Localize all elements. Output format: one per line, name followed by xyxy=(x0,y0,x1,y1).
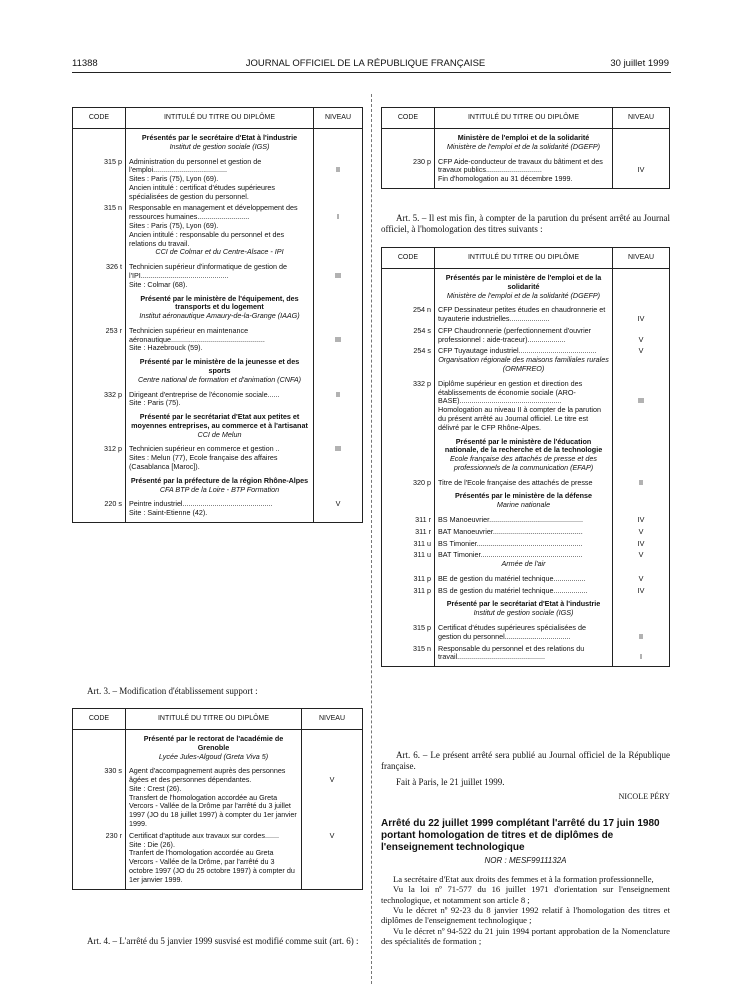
table-row xyxy=(73,486,363,498)
level-cell xyxy=(314,312,363,324)
title-cell: CFP Tuyautage industriel....................................... xyxy=(435,344,613,356)
site-note: Site : Saint-Etienne (42). xyxy=(126,509,314,522)
title-cell: CFP Aide-conducteur de travaux du bâtiment et des travaux publics............................ xyxy=(435,155,613,176)
table-row xyxy=(73,353,363,376)
code-cell: 311 p xyxy=(382,584,435,596)
level-cell xyxy=(302,753,363,765)
code-cell xyxy=(382,455,435,476)
section-heading: Présenté par le ministère de la jeunesse et des sports xyxy=(126,353,314,376)
site-note: Ancien intitulé : certificat d'études supérieures spécialisées de gestion du personnel. xyxy=(126,184,314,202)
section-heading: Présenté par le rectorat de l'académie de Grenoble xyxy=(126,730,302,753)
title-cell: CFP Dessinateur petites études en chaudronnerie et tuyauterie industrielles.................... xyxy=(435,303,613,324)
level-cell: III xyxy=(314,260,363,281)
table-row xyxy=(73,231,363,249)
title-cell: BS Manoeuvrier............................................... xyxy=(435,513,613,525)
code-cell xyxy=(382,560,435,572)
column-divider xyxy=(371,94,372,984)
site-note: Sites : Paris (75), Lyon (69). xyxy=(126,175,314,184)
title-cell: Diplôme supérieur en gestion et direction des établissements de économie sociale (ARO-BASE)................................................... xyxy=(435,377,613,406)
level-cell: V xyxy=(613,324,670,345)
table-row xyxy=(73,290,363,313)
institution-name: Institut de gestion sociale (IGS) xyxy=(126,143,314,155)
code-cell: 326 t xyxy=(73,260,126,281)
level-cell xyxy=(314,129,363,143)
code-cell: 311 r xyxy=(382,513,435,525)
code-cell xyxy=(73,376,126,388)
code-cell xyxy=(73,290,126,313)
table-row xyxy=(382,513,670,525)
table-row xyxy=(73,399,363,408)
institution-name: Lycée Jules-Algoud (Greta Viva 5) xyxy=(126,753,302,765)
level-cell xyxy=(613,595,670,609)
code-cell: 254 n xyxy=(382,303,435,324)
level-cell xyxy=(314,376,363,388)
col-code: CODE xyxy=(382,108,435,129)
title-cell: Administration du personnel et gestion de l'emploi..................................... xyxy=(126,155,314,176)
title-cell: Certificat d'aptitude aux travaux sur cordes....... xyxy=(126,829,302,841)
code-cell xyxy=(73,841,126,850)
title-cell: Peintre industriel............................................. xyxy=(126,497,314,509)
table-row xyxy=(382,324,670,345)
table-row xyxy=(73,281,363,290)
dgefp-table xyxy=(381,107,670,189)
code-cell: 315 p xyxy=(73,155,126,176)
level-cell xyxy=(302,841,363,850)
code-cell xyxy=(382,143,435,155)
level-cell: V xyxy=(302,764,363,785)
code-cell: 230 r xyxy=(73,829,126,841)
table-row xyxy=(73,201,363,222)
table-row xyxy=(73,155,363,176)
title-cell: BAT Timonier................................................... xyxy=(435,548,613,560)
level-cell xyxy=(314,454,363,472)
article-6: Art. 6. – Le présent arrêté sera publié au Journal officiel de la République française. xyxy=(381,750,670,772)
title-cell: Agent d'accompagnement auprès des personnes âgées et des personnes dépendantes. xyxy=(126,764,302,785)
site-note: Site : Hazebrouck (59). xyxy=(126,344,314,353)
col-title: INTITULÉ DU TITRE OU DIPLÔME xyxy=(126,108,314,129)
level-cell xyxy=(613,143,670,155)
code-cell xyxy=(73,184,126,202)
table-row xyxy=(73,497,363,509)
table-row xyxy=(382,525,670,537)
table-row xyxy=(382,356,670,377)
table-row xyxy=(382,501,670,513)
issue-date: 30 juillet 1999 xyxy=(610,58,669,69)
table-row xyxy=(382,642,670,667)
code-cell: 254 s xyxy=(382,344,435,356)
code-cell xyxy=(73,399,126,408)
table-row xyxy=(73,184,363,202)
code-cell: 230 p xyxy=(382,155,435,176)
level-cell xyxy=(613,175,670,188)
code-cell xyxy=(73,849,126,889)
code-cell xyxy=(382,501,435,513)
level-cell: V xyxy=(613,548,670,560)
code-cell xyxy=(73,129,126,143)
code-cell xyxy=(73,222,126,231)
body-paragraph: Vu la loi nº 71-577 du 16 juillet 1971 d'orientation sur l'enseignement technologique, et notamment son article 8 ; xyxy=(381,884,670,905)
institution-name: Marine nationale xyxy=(435,501,613,513)
table-row xyxy=(382,609,670,621)
code-cell: 332 p xyxy=(73,388,126,400)
code-cell: 254 s xyxy=(382,324,435,345)
code-cell xyxy=(73,312,126,324)
title-cell: Certificat d'études supérieures spécialisées de gestion du personnel................................. xyxy=(435,621,613,642)
level-cell: IV xyxy=(613,513,670,525)
nor-reference: NOR : MESF9911132A xyxy=(484,856,567,865)
code-cell: 220 s xyxy=(73,497,126,509)
level-cell xyxy=(314,248,363,260)
title-cell: Technicien supérieur d'informatique de gestion de l'IPI............................................ xyxy=(126,260,314,281)
article-3: Art. 3. – Modification d'établissement support : xyxy=(87,686,258,696)
section-heading: Ministère de l'emploi et de la solidarité xyxy=(435,129,613,143)
site-note: Site : Die (26). xyxy=(126,841,302,850)
code-cell: 311 u xyxy=(382,548,435,560)
level-cell xyxy=(613,406,670,432)
code-cell: 315 n xyxy=(73,201,126,222)
section-heading: Présentés par le ministère de l'emploi et de la solidarité xyxy=(435,269,613,292)
table-row xyxy=(382,303,670,324)
signed-at: Fait à Paris, le 21 juillet 1999. xyxy=(396,777,505,787)
level-cell xyxy=(314,472,363,486)
level-cell: II xyxy=(613,476,670,488)
table-row xyxy=(73,248,363,260)
level-cell xyxy=(314,486,363,498)
level-cell xyxy=(314,431,363,443)
level-cell xyxy=(314,231,363,249)
table-row xyxy=(382,433,670,456)
title-cell: Responsable en management et développement des ressources humaines.......................... xyxy=(126,201,314,222)
title-cell: Responsable du personnel et des relations du travail............................................ xyxy=(435,642,613,667)
table-row xyxy=(382,155,670,176)
code-cell: 253 r xyxy=(73,324,126,345)
code-cell xyxy=(382,356,435,377)
title-cell: Technicien supérieur en maintenance aéronautique............................................... xyxy=(126,324,314,345)
code-cell xyxy=(73,248,126,260)
code-cell xyxy=(73,454,126,472)
table-row xyxy=(382,129,670,143)
section-heading: Présentés par le ministère de la défense xyxy=(435,487,613,501)
title-cell: Titre de l'Ecole française des attachés de presse xyxy=(435,476,613,488)
code-cell xyxy=(73,231,126,249)
level-cell: IV xyxy=(613,155,670,176)
title-cell: BAT Manoeuvrier............................................. xyxy=(435,525,613,537)
col-title: INTITULÉ DU TITRE OU DIPLÔME xyxy=(126,709,302,730)
institution-name: CFA BTP de la Loire - BTP Formation xyxy=(126,486,314,498)
institution-name: Armée de l'air xyxy=(435,560,613,572)
table-header-row xyxy=(73,709,363,730)
level-cell xyxy=(613,356,670,377)
level-cell xyxy=(302,794,363,829)
level-cell xyxy=(314,175,363,184)
level-cell xyxy=(314,222,363,231)
code-cell: 332 p xyxy=(382,377,435,406)
level-cell xyxy=(314,399,363,408)
code-cell xyxy=(382,406,435,432)
code-cell: 315 p xyxy=(382,621,435,642)
code-cell xyxy=(73,431,126,443)
col-code: CODE xyxy=(73,108,126,129)
table-row xyxy=(382,175,670,188)
table-row xyxy=(73,129,363,143)
level-cell: II xyxy=(314,388,363,400)
col-title: INTITULÉ DU TITRE OU DIPLÔME xyxy=(435,108,613,129)
site-note: Site : Colmar (68). xyxy=(126,281,314,290)
code-cell: 315 n xyxy=(382,642,435,667)
level-cell: V xyxy=(613,344,670,356)
table-header-row xyxy=(382,248,670,269)
code-cell: 320 p xyxy=(382,476,435,488)
col-level: NIVEAU xyxy=(302,709,363,730)
level-cell xyxy=(613,269,670,292)
code-cell xyxy=(73,175,126,184)
table-row xyxy=(382,595,670,609)
table-row xyxy=(73,764,363,785)
title-cell: CFP Chaudronnerie (perfectionnement d'ouvrier professionnel : aide-traceur)................... xyxy=(435,324,613,345)
level-cell xyxy=(613,501,670,513)
header-rule xyxy=(72,72,671,73)
code-cell xyxy=(73,794,126,829)
col-code: CODE xyxy=(382,248,435,269)
table-row xyxy=(73,454,363,472)
site-note: Ancien intitulé : responsable du personnel et des relations du travail. xyxy=(126,231,314,249)
code-cell xyxy=(382,175,435,188)
site-note: Sites : Paris (75), Lyon (69). xyxy=(126,222,314,231)
table-row xyxy=(382,584,670,596)
institution-name: Institut aéronautique Amaury-de-la-Grange (IAAG) xyxy=(126,312,314,324)
table-row xyxy=(73,324,363,345)
code-cell xyxy=(73,472,126,486)
site-note: Site : Crest (26). xyxy=(126,785,302,794)
institution-name: Ecole française des attachés de presse et des professionnels de la communication (EFAP) xyxy=(435,455,613,476)
institution-name: CCI de Melun xyxy=(126,431,314,443)
table-row xyxy=(73,388,363,400)
table-row xyxy=(73,260,363,281)
level-cell xyxy=(314,408,363,431)
level-cell: I xyxy=(314,201,363,222)
level-cell xyxy=(613,455,670,476)
institution-name: Ministère de l'emploi et de la solidarité (DGEFP) xyxy=(435,292,613,304)
code-cell xyxy=(73,785,126,794)
table-row xyxy=(382,476,670,488)
col-level: NIVEAU xyxy=(613,108,670,129)
code-cell xyxy=(73,353,126,376)
level-cell xyxy=(302,730,363,753)
page-number: 11388 xyxy=(72,58,98,69)
level-cell: III xyxy=(314,324,363,345)
level-cell: II xyxy=(314,155,363,176)
title-cell: BS de gestion du matériel technique................. xyxy=(435,584,613,596)
level-cell: IV xyxy=(613,537,670,549)
code-cell xyxy=(382,433,435,456)
level-cell xyxy=(613,292,670,304)
section-heading: Présenté par le secrétariat d'Etat à l'industrie xyxy=(435,595,613,609)
table-header-row xyxy=(73,108,363,129)
table-header-row xyxy=(382,108,670,129)
code-cell xyxy=(382,292,435,304)
ended-homologation-table xyxy=(381,247,670,667)
table-row xyxy=(382,487,670,501)
table-row xyxy=(73,143,363,155)
code-cell xyxy=(73,753,126,765)
section-heading: Présenté par le ministère de l'équipement, des transports et du logement xyxy=(126,290,314,313)
code-cell xyxy=(73,509,126,522)
level-cell xyxy=(613,609,670,621)
table-row xyxy=(73,376,363,388)
level-cell: II xyxy=(613,621,670,642)
institution-name: Centre national de formation et d'animation (CNFA) xyxy=(126,376,314,388)
table-row xyxy=(382,269,670,292)
level-cell xyxy=(302,849,363,889)
body-paragraph: Vu le décret nº 92-23 du 8 janvier 1992 relatif à l'homologation des titres et diplômes de l'enseignement technologique ; xyxy=(381,904,670,926)
title-cell: BE de gestion du matériel technique................ xyxy=(435,572,613,584)
table-row xyxy=(382,406,670,432)
site-note: Sites : Melun (77), Ecole française des affaires (Casablanca [Maroc]). xyxy=(126,454,314,472)
level-cell: III xyxy=(613,377,670,406)
level-cell: V xyxy=(314,497,363,509)
level-cell: IV xyxy=(613,584,670,596)
level-cell xyxy=(613,129,670,143)
body-paragraph: La secrétaire d'Etat aux droits des femmes et à la formation professionnelle, xyxy=(393,874,654,884)
table-row xyxy=(73,753,363,765)
article-4: Art. 4. – L'arrêté du 5 janvier 1999 susvisé est modifié comme suit (art. 6) : xyxy=(87,936,359,946)
site-note: Fin d'homologation au 31 décembre 1999. xyxy=(435,175,613,188)
code-cell xyxy=(382,269,435,292)
table-row xyxy=(73,829,363,841)
code-cell xyxy=(73,143,126,155)
code-cell: 312 p xyxy=(73,442,126,454)
code-cell xyxy=(73,730,126,753)
code-cell xyxy=(73,486,126,498)
level-cell: IV xyxy=(613,303,670,324)
code-cell: 311 r xyxy=(382,525,435,537)
level-cell xyxy=(314,184,363,202)
institution-name: CCI de Colmar et du Centre-Alsace - IPI xyxy=(126,248,314,260)
section-heading: Présenté par le ministère de l'éducation nationale, de la recherche et de la technologie xyxy=(435,433,613,456)
table-row xyxy=(73,344,363,353)
table-row xyxy=(73,794,363,829)
table-row xyxy=(382,560,670,572)
homologation-table-1 xyxy=(72,107,363,523)
table-row xyxy=(73,431,363,443)
table-row xyxy=(73,509,363,522)
table-row xyxy=(73,849,363,889)
site-note: Tranfert de l'homologation accordée au Greta Vercors - Vallée de la Drôme, par l'arrêté du 3 octobre 1997 (JO du 25 octobre 1997) à compter du 1er janvier 1999. xyxy=(126,849,302,889)
code-cell xyxy=(382,129,435,143)
journal-title: JOURNAL OFFICIEL DE LA RÉPUBLIQUE FRANÇAISE xyxy=(245,58,486,69)
table-row xyxy=(73,472,363,486)
level-cell: V xyxy=(613,525,670,537)
table-row xyxy=(382,537,670,549)
table-row xyxy=(382,455,670,476)
col-level: NIVEAU xyxy=(613,248,670,269)
institution-name: Institut de gestion sociale (IGS) xyxy=(435,609,613,621)
table-row xyxy=(73,408,363,431)
code-cell xyxy=(382,609,435,621)
level-cell xyxy=(613,560,670,572)
section-heading: Présentés par le secrétaire d'Etat à l'industrie xyxy=(126,129,314,143)
col-code: CODE xyxy=(73,709,126,730)
decree-title: Arrêté du 22 juillet 1999 complétant l'arrêté du 17 juin 1980 portant homologation de titres et de diplômes de l'enseignement technologique xyxy=(381,818,660,853)
level-cell xyxy=(613,433,670,456)
title-cell: Dirigeant d'entreprise de l'économie sociale...... xyxy=(126,388,314,400)
table-row xyxy=(382,143,670,155)
section-heading: Présenté par la préfecture de la région Rhône-Alpes xyxy=(126,472,314,486)
support-change-table xyxy=(72,708,363,890)
level-cell xyxy=(314,353,363,376)
table-row xyxy=(382,572,670,584)
level-cell xyxy=(314,344,363,353)
table-row xyxy=(382,377,670,406)
decree-body xyxy=(381,874,670,946)
body-paragraph: Vu le décret nº 94-522 du 21 juin 1994 portant approbation de la Nomenclature des spécialités de formation ; xyxy=(381,925,670,946)
institution-name: Organisation régionale des maisons familiales rurales (ORMFREO) xyxy=(435,356,613,377)
site-note: Site : Paris (75). xyxy=(126,399,314,408)
level-cell: I xyxy=(613,642,670,667)
section-heading: Présenté par le secrétariat d'Etat aux petites et moyennes entreprises, au commerce et à l'artisanat xyxy=(126,408,314,431)
level-cell xyxy=(314,509,363,522)
institution-name: Ministère de l'emploi et de la solidarité (DGEFP) xyxy=(435,143,613,155)
site-note: Homologation au niveau II à compter de la parution du présent arrêté au Journal officiel. Le titre est délivré par le CFP Rhône-Alpes. xyxy=(435,406,613,432)
code-cell xyxy=(73,408,126,431)
level-cell: V xyxy=(302,829,363,841)
level-cell: III xyxy=(314,442,363,454)
code-cell xyxy=(73,344,126,353)
article-5: Art. 5. – Il est mis fin, à compter de la parution du présent arrêté au Journal officiel, à l'homologation des titres suivants : xyxy=(381,213,670,235)
code-cell: 311 p xyxy=(382,572,435,584)
col-title: INTITULÉ DU TITRE OU DIPLÔME xyxy=(435,248,613,269)
code-cell: 311 u xyxy=(382,537,435,549)
col-level: NIVEAU xyxy=(314,108,363,129)
level-cell xyxy=(314,143,363,155)
code-cell: 330 s xyxy=(73,764,126,785)
code-cell xyxy=(382,487,435,501)
title-cell: Technicien supérieur en commerce et gestion .. xyxy=(126,442,314,454)
signature: NICOLE PÉRY xyxy=(618,792,670,801)
table-row xyxy=(382,292,670,304)
level-cell xyxy=(314,290,363,313)
level-cell xyxy=(613,487,670,501)
code-cell xyxy=(73,281,126,290)
table-row xyxy=(73,312,363,324)
title-cell: BS Timonier..................................................... xyxy=(435,537,613,549)
site-note: Transfert de l'homologation accordée au Greta Vercors - Vallée de la Drôme par l'arrêté du 3 juillet 1997 (JO du 18 juillet 1997) à compter du 1er janvier 1999. xyxy=(126,794,302,829)
table-row xyxy=(382,621,670,642)
table-row xyxy=(73,730,363,753)
code-cell xyxy=(382,595,435,609)
level-cell: V xyxy=(613,572,670,584)
level-cell xyxy=(302,785,363,794)
level-cell xyxy=(314,281,363,290)
